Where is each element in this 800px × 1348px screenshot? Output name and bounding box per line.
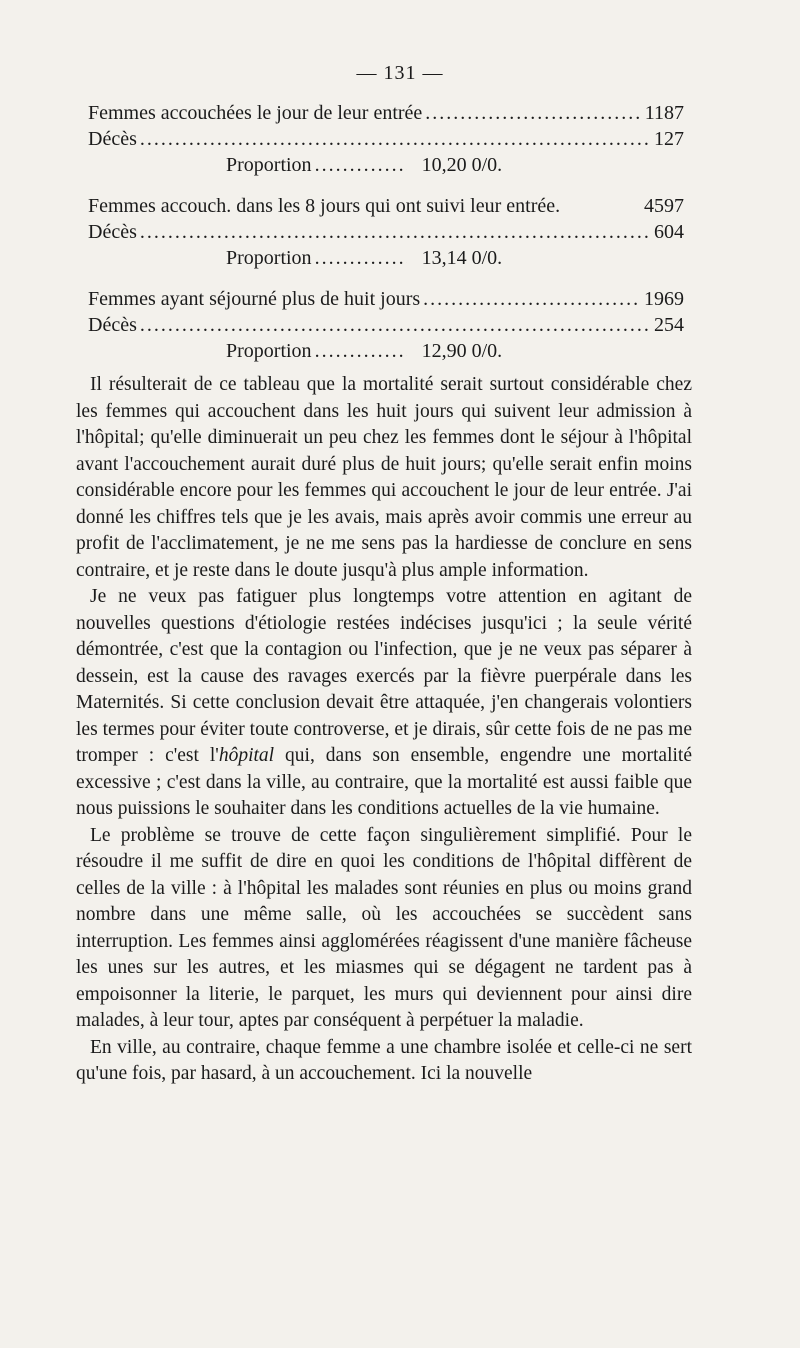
dot-leader — [315, 245, 407, 271]
stats-row — [88, 100, 684, 126]
dot-leader — [140, 312, 651, 338]
paragraph-city: En ville, au contraire, chaque femme a une chambre isolée et celle-ci ne sert qu'une fois, par hasard, à un accouchement. Ici la nouvelle — [76, 1036, 692, 1084]
stats-value: 1969 — [644, 288, 684, 310]
stats-group-eight-days — [88, 193, 684, 271]
stats-label: Décès — [88, 221, 137, 243]
stats-row — [88, 312, 684, 338]
stats-label: Femmes ayant séjourné plus de huit jours — [88, 288, 421, 310]
page-number: — 131 — — [356, 62, 444, 84]
proportion-label: Proportion — [226, 154, 312, 176]
stats-group-same-day — [88, 100, 684, 178]
proportion-value: 12,90 0/0. — [421, 340, 503, 362]
stats-value: 604 — [654, 221, 684, 243]
stats-label: Femmes accouch. dans les 8 jours qui ont suivi leur entrée. — [88, 195, 561, 217]
stats-row — [88, 193, 684, 219]
proportion-row — [88, 338, 684, 364]
paragraph-etiology — [76, 584, 692, 823]
dot-leader — [315, 152, 407, 178]
proportion-value: 10,20 0/0. — [421, 154, 503, 176]
body-text — [76, 372, 692, 1088]
proportion-value: 13,14 0/0. — [421, 247, 503, 269]
paragraph-text: qui, dans son ensemble, engendre une mortalité excessive ; c'est dans la ville, au contraire, que la mortalité est aussi faible que nous puissions le souhaiter dans les conditions actuelles de la vie humaine. — [76, 745, 692, 819]
stats-label: Femmes accouchées le jour de leur entrée — [88, 102, 423, 124]
proportion-label: Proportion — [226, 340, 312, 362]
dot-leader — [315, 338, 407, 364]
emphasis-hopital: hôpital — [218, 745, 275, 766]
stats-group-over-eight-days — [88, 286, 684, 364]
stats-row — [88, 126, 684, 152]
stats-value: 1187 — [644, 102, 684, 124]
statistics-table — [88, 100, 684, 379]
dot-leader — [423, 286, 641, 312]
stats-row — [88, 219, 684, 245]
stats-row — [88, 286, 684, 312]
proportion-row — [88, 245, 684, 271]
paragraph-problem: Le problème se trouve de cette façon singulièrement simplifié. Pour le résoudre il me suffit de dire en quoi les conditions de l'hôpital diffèrent de celles de la ville : à l'hôpital les malades sont réunies en plus ou moins grand nombre dans une même salle, où les accouchées se succèdent sans interruption. Les femmes ainsi agglomérées réagissent d'une manière fâcheuse les unes sur les autres, et les miasmes qui se dégagent ne tardent pas à empoisonner la literie, le parquet, les murs qui deviennent pour ainsi dire malades, à leur tour, aptes par conséquent à perpétuer la maladie. — [76, 824, 692, 1031]
stats-value: 4597 — [644, 195, 684, 217]
stats-value: 127 — [654, 128, 684, 150]
stats-value: 254 — [654, 314, 684, 336]
dot-leader — [140, 219, 651, 245]
dot-leader — [425, 100, 641, 126]
paragraph-text: Je ne veux pas fatiguer plus longtemps votre attention en agitant de nouvelles questions d'étiologie restées indécises jusqu'ici ; la seule vérité démontrée, c'est que la contagion ou l'infection, que je ne veux pas séparer à dessein, est la cause des ravages exercés par la fièvre puerpérale dans les Maternités. Si cette conclusion devait être attaquée, j'en changerais volontiers les termes pour éviter toute controverse, et je dirais, sûr cette fois de ne pas me tromper : c'est l' — [76, 586, 692, 766]
stats-label: Décès — [88, 314, 137, 336]
dot-leader — [140, 126, 651, 152]
proportion-row — [88, 152, 684, 178]
paragraph-conclusion: Il résulterait de ce tableau que la mortalité serait surtout considérable chez les femmes qui accouchent dans les huit jours qui suivent leur admission à l'hôpital; qu'elle diminuerait un peu chez les femmes dont le séjour à l'hôpital avant l'accouchement aurait duré plus de huit jours; qu'elle serait enfin moins considérable encore pour les femmes qui accouchent le jour de leur entrée. J'ai donné les chiffres tels que je les avais, mais après avoir commis une erreur au profit de l'acclimatement, je ne me sens pas la hardiesse de conclure en sens contraire, et je reste dans le doute jusqu'à plus ample information. — [76, 374, 692, 581]
proportion-label: Proportion — [226, 247, 312, 269]
stats-label: Décès — [88, 128, 137, 150]
